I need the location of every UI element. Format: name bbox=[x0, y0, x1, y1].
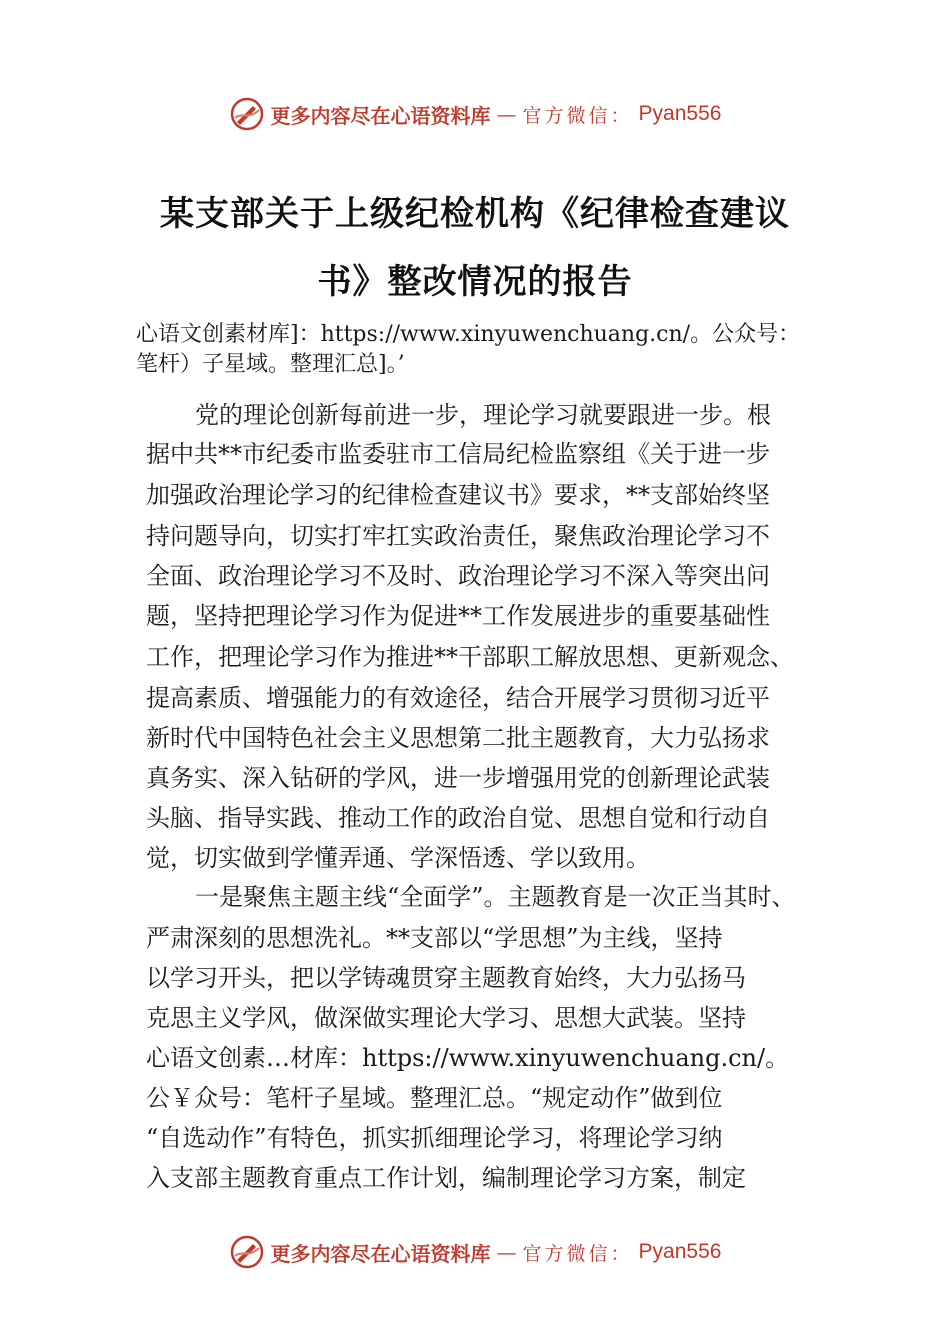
document-title-line-1: 某支部关于上级纪检机构《纪律检查建议 bbox=[160, 194, 790, 234]
banner-wechat-label: 官方微信： bbox=[522, 104, 633, 127]
body-line: 真务实、深入钻研的学风，进一步增强用党的创新理论武装 bbox=[146, 764, 770, 792]
body-line: 提高素质、增强能力的有效途径，结合开展学习贯彻习近平 bbox=[146, 684, 770, 712]
body-line: 公￥众号：笔杆子星域。整理汇总。“规定动作”做到位 bbox=[146, 1084, 723, 1112]
pen-ribbon-logo-icon bbox=[229, 96, 265, 132]
banner-separator: — bbox=[496, 1240, 517, 1264]
banner-wechat-id: Pyan556 bbox=[638, 102, 722, 125]
document-title-line-2: 书》整改情况的报告 bbox=[317, 262, 633, 302]
body-line: 头脑、指导实践、推动工作的政治自觉、思想自觉和行动自 bbox=[146, 804, 770, 832]
banner-wechat-id: Pyan556 bbox=[638, 1240, 722, 1263]
banner-text: 更多内容尽在心语资料库 bbox=[270, 1241, 491, 1266]
body-line: 觉，切实做到学懂弄通、学深悟透、学以致用。 bbox=[146, 844, 650, 872]
body-line: 加强政治理论学习的纪律检查建议书》要求，**支部始终坚 bbox=[146, 481, 770, 509]
body-line: 心语文创素材库]：https://www.xinyuwenchuang.cn/。公众号： bbox=[136, 322, 801, 347]
body-line: 一是聚焦主题主线“全面学”。主题教育是一次正当其时、 bbox=[195, 883, 796, 911]
body-line: 入支部主题教育重点工作计划，编制理论学习方案，制定 bbox=[146, 1164, 746, 1192]
body-line: 党的理论创新每前进一步，理论学习就要跟进一步。根 bbox=[195, 401, 771, 429]
body-line: 新时代中国特色社会主义思想第二批主题教育，大力弘扬求 bbox=[146, 724, 770, 752]
body-line: 题，坚持把理论学习作为促进**工作发展进步的重要基础性 bbox=[146, 602, 770, 630]
body-line: 据中共**市纪委市监委驻市工信局纪检监察组《关于进一步 bbox=[146, 440, 770, 468]
banner-text: 更多内容尽在心语资料库 bbox=[270, 103, 491, 128]
banner-separator: — bbox=[496, 102, 517, 126]
pen-ribbon-logo-icon bbox=[229, 1234, 265, 1270]
body-line: 笔杆）子星域。整理汇总]。’ bbox=[136, 352, 405, 377]
body-line: 克思主义学风，做深做实理论大学习、思想大武装。坚持 bbox=[146, 1004, 746, 1032]
body-line: 全面、政治理论学习不及时、政治理论学习不深入等突出问 bbox=[146, 562, 770, 590]
body-line: 工作，把理论学习作为推进**干部职工解放思想、更新观念、 bbox=[146, 643, 794, 671]
footer-banner bbox=[0, 1230, 950, 1274]
body-line: 心语文创素…材库：https://www.xinyuwenchuang.cn/。 bbox=[146, 1044, 790, 1072]
body-line: 持问题导向，切实打牢扛实政治责任，聚焦政治理论学习不 bbox=[146, 522, 770, 550]
body-line: “自选动作”有特色，抓实抓细理论学习，将理论学习纳 bbox=[146, 1124, 723, 1152]
body-line: 严肃深刻的思想洗礼。**支部以“学思想”为主线，坚持 bbox=[146, 924, 723, 952]
banner-wechat-label: 官方微信： bbox=[522, 1242, 633, 1265]
body-line: 以学习开头，把以学铸魂贯穿主题教育始终，大力弘扬马 bbox=[146, 964, 746, 992]
header-banner bbox=[0, 92, 950, 136]
